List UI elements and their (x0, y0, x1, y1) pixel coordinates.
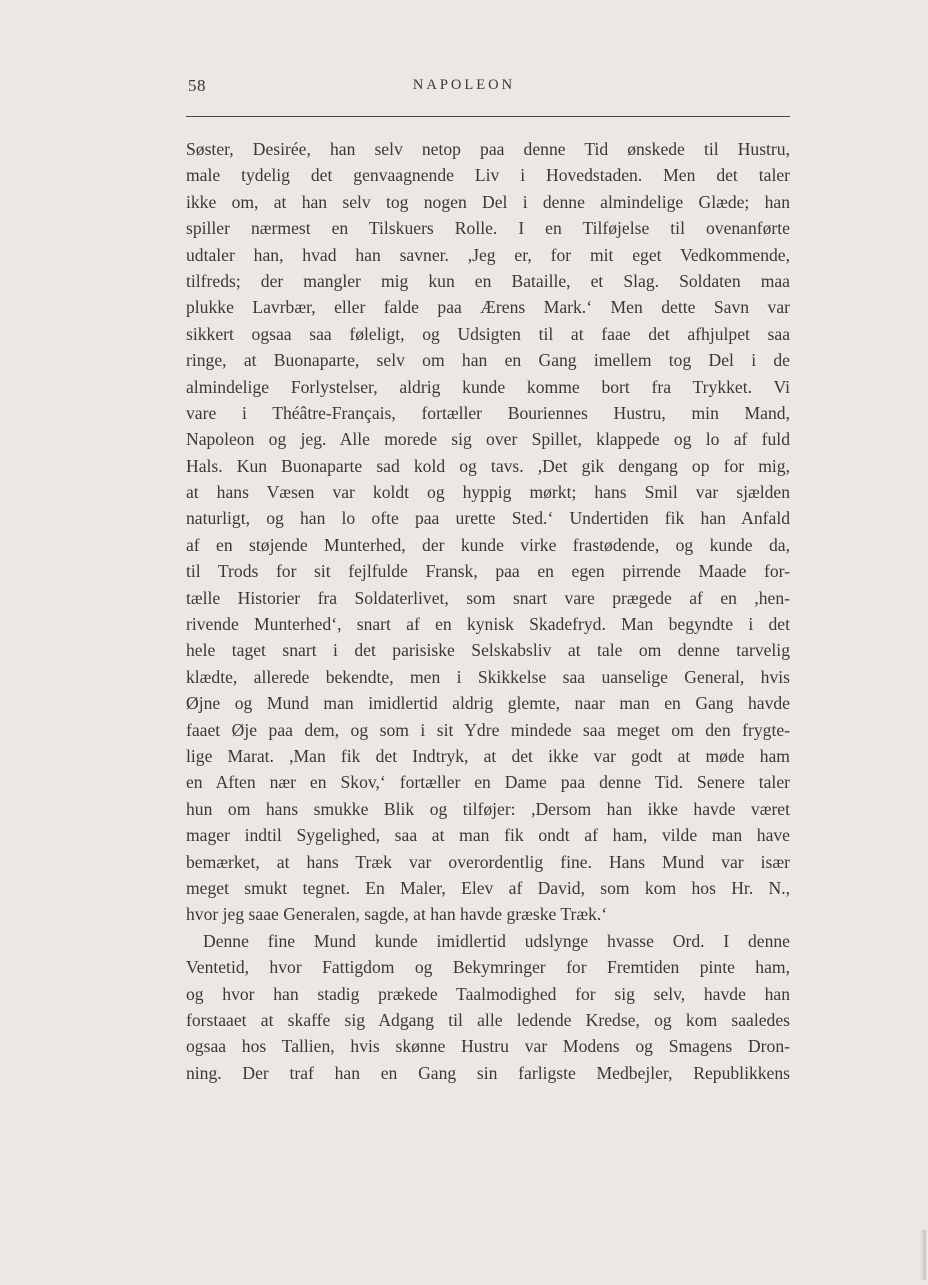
page-edge-shadow (920, 1230, 926, 1280)
text-line: mager indtil Sygelighed, saa at man fik ondt af ham, vilde man have (186, 825, 790, 846)
text-line: naturligt, og han lo ofte paa urette Sted.‘ Undertiden fik han Anfald (186, 508, 790, 529)
text-line: udtaler han, hvad han savner. ,Jeg er, for mit eget Vedkommende, (186, 244, 790, 265)
text-line: af en støjende Munterhed, der kunde virke frastødende, og kunde da, (186, 534, 790, 555)
body-text (186, 136, 790, 1086)
text-line: Hals. Kun Buonaparte sad kold og tavs. ,Det gik dengang op for mig, (186, 455, 790, 476)
text-line: forstaaet at skaffe sig Adgang til alle ledende Kredse, og kom saaledes (186, 1009, 790, 1030)
text-line: plukke Lavrbær, eller falde paa Ærens Mark.‘ Men dette Savn var (186, 297, 790, 318)
text-line: Denne fine Mund kunde imidlertid udslynge hvasse Ord. I denne (203, 930, 790, 951)
text-line: en Aften nær en Skov,‘ fortæller en Dame paa denne Tid. Senere taler (186, 772, 790, 793)
text-line: ikke om, at han selv tog nogen Del i denne almindelige Glæde; han (186, 191, 790, 212)
text-line: klædte, allerede bekendte, men i Skikkelse saa uanselige General, hvis (186, 666, 790, 687)
text-line: ringe, at Buonaparte, selv om han en Gang imellem tog Del i de (186, 350, 790, 371)
text-line: vare i Théâtre-Français, fortæller Bouriennes Hustru, min Mand, (186, 402, 790, 423)
header-rule (186, 116, 790, 117)
text-line: tilfreds; der mangler mig kun en Bataille, et Slag. Soldaten maa (186, 270, 790, 291)
text-line: ning. Der traf han en Gang sin farligste Medbejler, Republikkens (186, 1062, 790, 1083)
text-line: meget smukt tegnet. En Maler, Elev af David, som kom hos Hr. N., (186, 877, 790, 898)
paragraph-1 (186, 136, 790, 928)
text-line: sikkert ogsaa saa føleligt, og Udsigten til at faae det afhjulpet saa (186, 323, 790, 344)
text-line: male tydelig det genvaagnende Liv i Hovedstaden. Men det taler (186, 165, 790, 186)
paragraph-2 (186, 928, 790, 1086)
text-line: til Trods for sit fejlfulde Fransk, paa en egen pirrende Maade for- (186, 561, 790, 582)
text-line: Øjne og Mund man imidlertid aldrig glemte, naar man en Gang havde (186, 693, 790, 714)
text-line: tælle Historier fra Soldaterlivet, som snart vare prægede af en ,hen- (186, 587, 790, 608)
text-line: og hvor han stadig prækede Taalmodighed for sig selv, havde han (186, 983, 790, 1004)
text-line: lige Marat. ,Man fik det Indtryk, at det ikke var godt at møde ham (186, 745, 790, 766)
text-line: ogsaa hos Tallien, hvis skønne Hustru var Modens og Smagens Dron- (186, 1036, 790, 1057)
text-line: faaet Øje paa dem, og som i sit Ydre mindede saa meget om den frygte- (186, 719, 790, 740)
text-line: hele taget snart i det parisiske Selskabsliv at tale om denne tarvelig (186, 640, 790, 661)
text-line: Ventetid, hvor Fattigdom og Bekymringer for Fremtiden pinte ham, (186, 957, 790, 978)
page-number: 58 (188, 76, 206, 95)
text-line: Søster, Desirée, han selv netop paa denne Tid ønskede til Hustru, (186, 139, 790, 159)
running-title: NAPOLEON (412, 77, 516, 93)
text-line: bemærket, at hans Træk var overordentlig fine. Hans Mund var især (186, 851, 790, 872)
text-line: at hans Væsen var koldt og hyppig mørkt; hans Smil var sjælden (186, 482, 790, 503)
text-line: rivende Munterhed‘, snart af en kynisk Skadefryd. Man begyndte i det (186, 614, 790, 635)
text-line: almindelige Forlystelser, aldrig kunde komme bort fra Trykket. Vi (186, 376, 790, 397)
text-line: hvor jeg saae Generalen, sagde, at han havde græske Træk.‘ (186, 904, 608, 925)
text-line: hun om hans smukke Blik og tilføjer: ,Dersom han ikke havde været (186, 798, 790, 819)
text-line: spiller nærmest en Tilskuers Rolle. I en Tilføjelse til ovenanførte (186, 218, 790, 239)
text-line: Napoleon og jeg. Alle morede sig over Spillet, klappede og lo af fuld (186, 429, 790, 450)
